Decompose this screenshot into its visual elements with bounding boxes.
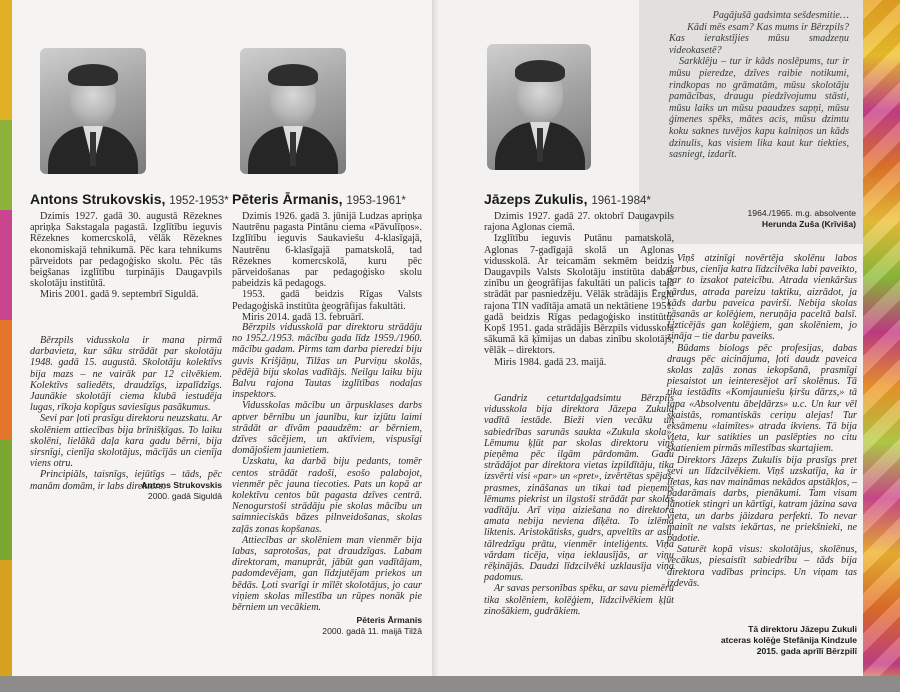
quote-zukulis: Gandriz ceturtdaļgadsimtu Bērzpils vidusskola bija direktora Jāzepa Zukula vadītā iestāde. Bieži vien vecāku un sabiedrības sarunās saukta «Zukula skola». Lēmumu ķļūt par skolas direktoru viņš pieņēma pēc ilgām pārdomām. Gadu strādājot par direktora vietas izpildītāju, tika izsvērti visi «par» un «pret», izvērtētas spējas, prasmes, zināšanas un tikai tad pieņemts lēmums piekrist un ilgstoši strādāt par skolas vadītāju. Arī viņa aiziešana no direktora amata nebija neviena dīķēta. To izlēma liktenis. Aristokātisks, gudrs, apveltīts ar asu, tālredzīgu prātu, vienmēr inteliģents. Viņa vārdam ticēja, viņa ieklausījās, ar viņu rēķinājās. Daudzi līdzcilvēki uzklausīja viņa padomus. Ar savas personības spēku, ar savu piemēru tika skolēniem, kolēģiem, līdzcilvēkiem ķļūt zinošākiem, gudrākiem. <box>484 393 674 617</box>
quote-armanis: Bērzpils vidusskolā par direktoru strādāju no 1952./1953. mācību gada līdz 1959./1960. mācību gadam. Pirms tam darba pieredzi biju guvis Krišjāņu, Tilžas un Purviņu skolās, pēdējā biju skolas vadītājs. Neilgu laiku biju Balvu rajona Tautas izglītības nodaļas inspektors. Vidusskolas mācību un ārpusklases darbs aptver bērnību un jaunību, kur izjūtu laimi strādāt ar dīvām paaudzēm: ar bērniem, dzīves sācējiem, un aktīviem, vispusīgi domājošiem jaunietiem. Uzskatu, ka darbā biju pedants, tomēr centos strādāt radoši, esošo palabojot, vienmēr pēc jauna tiecoties. Pats un kopā ar kolektīvu centos būt pagasta dzīves centrā. Nenogurstoši strādāju pie skolas mācību un saimnieciskās bāzes pilnveidošanas, skolas zaļās zonas kopšanas. Attiecības ar skolēniem man vienmēr bija labas, saprotošas, pat draudzīgas. Labam direktoram, manuprāt, jābūt gan vadītājam, padomdevējam, gan līdzjutējam priekos un bēdās. Ļoti svarīgi ir mīlēt skolotājus, jo caur viņiem skolas mīlestība un rūpes nonāk pie bērniem un vecākiem. <box>232 322 422 614</box>
director-name-strukovskis: Antons Strukovskis, 1952-1953* <box>30 191 229 207</box>
director-name-zukulis: Jāzeps Zukulis, 1961-1984* <box>484 191 651 207</box>
quote-strukovskis: Bērzpils vidusskola ir mana pirmā darbavieta, kur sāku strādāt par skolotāju 1948. gadā 15. augustā. Skolotāju kolektīvs bija mazs – ne vairāk par 12 cilvēkiem. Kolektīvs saliedēts, draudzīgs, izpalīdzīgs. Jaunākie skolotāji ciema klubā iestudēja lugas, rīkoja kopīgus saviesīgus pasākumus. Sevi par ļoti prasīgu direktoru neuzskatu. Ar skolēniem attiecības bija brīnišķīgas. To laiku skolēni, lielākā daļa kara gadu bērni, bija sirsnīgi, cienīja skolotājus, mācījās un cienīja viens otru. Principiāls, taisnīgs, iejūtīgs – tāds, pēc manām domām, ir labs direktors. <box>30 335 222 492</box>
memory-poem: Pagājušā gadsimta sešdesmitie… Kādi mēs esam? Kas mums ir Bērzpils? Kas ierakstījies mūsu smadzeņu videokasetē? Sarkklēju – tur ir kāds noslēpums, tur ir mūsu pieredze, dzīves raibie notikumi, rindkopas no grāmatām, mūsu skolotāju pamācības, draugu piedzīvojumu stāsti, mūsu laiks un mūsu paaudzes sapņi, mūsu ģimenes spēks, mātes acis, mūsu dzimtu koku saknes tuvējos kapu kalniņos un kāds dzinulis, kas visiem lika kaut kur tiekties, sasniegt, izdarīt. <box>669 10 849 161</box>
portrait-strukovskis <box>40 48 146 174</box>
page-edge-shadow <box>0 676 900 692</box>
bio-zukulis: Dzimis 1927. gadā 27. oktobrī Daugavpils rajona Aglonas ciemā. Izglītību ieguvis Putānu pamatskolā, Aglonas 7-gadīgajā skolā un Aglonas vidusskolā. Ar teicamām sekmēm beidzis Daugavpils Valsts Skolotāju institūta dabas zinību un ģeogrāfijas fakultāti un palicis tajā strādāt par pasniedzēju. Vēlāk strādājis Ērgļu rajona TIN vadītāja amatā un nektātiene 1951. gadā beidzis Rīgas pedagoģisko institūtu. Kopš 1951. gada strādājis Bērzpils vidusskolā sākumā kā ķīmijas un dabas zinību skolotājs, vēlāk – direktors. Miris 1984. gadā 23. maijā. <box>484 211 674 368</box>
portrait-zukulis <box>487 44 591 170</box>
bio-armanis: Dzimis 1926. gadā 3. jūnijā Ludzas apriņķa Nautrēnu pagasta Pintānu ciema «Pāvulīņos». Izglītību ieguvis Saukaviešu 4-klasīgajā, Nautrēnu 6-klasīgajā pamatskolā, tad Rēzeknes komercskolā, kuru pēc pārveidošanas par pedagoģisko skolu pabeidzis kā pedagogs. 1953. gadā beidzis Rīgas Valsts Pedagoģiskā institūta ģeogrāfijas fakultāti. Miris 2014. gadā 13. februārī. <box>232 211 422 323</box>
portrait-armanis <box>240 48 346 174</box>
decorative-border-right <box>863 0 900 692</box>
right-page <box>439 0 863 676</box>
poem-signature: 1964./1965. m.g. absolvente Herunda Zuša (Krīviša) <box>747 208 856 229</box>
recollection-kindzule: Viņš atzinīgi novērtēja skolēnu labos darbus, cienīja katra līdzcilvēka labi paveikto, par to izsakot pateicību. Atrada vienkāršus vārdus, atrada pareizu taktiku, aizrādot, ja kāds darbu paveica pavirši. Nebija skolas rāsanās ar kolēģiem, neruņāja paceltā balsī. Uzticējās gan kolēģiem, gan skolēniem, jo zināja – tie darbu paveiks. Būdams biologs pēc profesijas, dabas draugs pēc aicinājuma, ļoti daudz paveica skolas zaļās zonas iekopšanā, prasmīgi piesaistot un ieinteresējot arī skolēnus. Tā tika iestādīts «Komjauniešu ķiršu dārzs,» tā tapa «Absolventu ābeļdārzs» u.c. Un kur vēl skaistās, romantiskās ceriņu alejas! Tur eksāmenu «laimītes» atrada ikviens. Tā bija vieta, kur satiktiеs un paslēpties no citu skatieniem pirmās mīlestības skartajiem. Direktors Jāzeps Zukulis bija prasīgs pret sevi un līdzcilvēkiem. Viņš uzskatīja, ka ir lietas, kas nav maināmas nekādos apstākļos, – padarāmais darbs, pienākumi. Tam visam jānotiek stingri un kārtīgi, katram jāzina sava vieta, un darbs jāizdara perfekti. To nevar mainīt ne valsts iekārtas, ne priekšnieki, ne padotie. Saturēt kopā visus: skolotājus, skolēnus, vecākus, piesaistīt sabiedrību – tāds bija direktora vadības princips. Un viņam tas izdevās. <box>667 253 857 589</box>
bio-strukovskis: Dzimis 1927. gadā 30. augustā Rēzeknes apriņķa Sakstagala pagastā. Izglītību ieguvis Rēzeknes komercskolā, vēlāk Rēzeknes ekonomiskajā tehnikumā. Pēc kara tehnikums pārveidots par pedagoģisko skolu. Pēc tās beigšanas izglītību turpinājis Daugavpils skolotāju institūtā. Miris 2001. gadā 9. septembrī Siguldā. <box>30 211 222 301</box>
director-name-armanis: Pēteris Ārmanis, 1953-1961* <box>232 191 406 207</box>
signature-strukovskis: Antons Strukovskis 2000. gadā Siguldā <box>141 480 222 501</box>
left-page <box>12 0 437 676</box>
signature-kindzule: Tā direktoru Jāzepu Zukuli atceras kolēģe Stefānija Kindzule 2015. gada aprīlī Bērzpilī <box>720 624 857 656</box>
decorative-border-left <box>0 0 12 692</box>
signature-armanis: Pēteris Ārmanis 2000. gadā 11. maijā Tilžā <box>322 615 422 636</box>
